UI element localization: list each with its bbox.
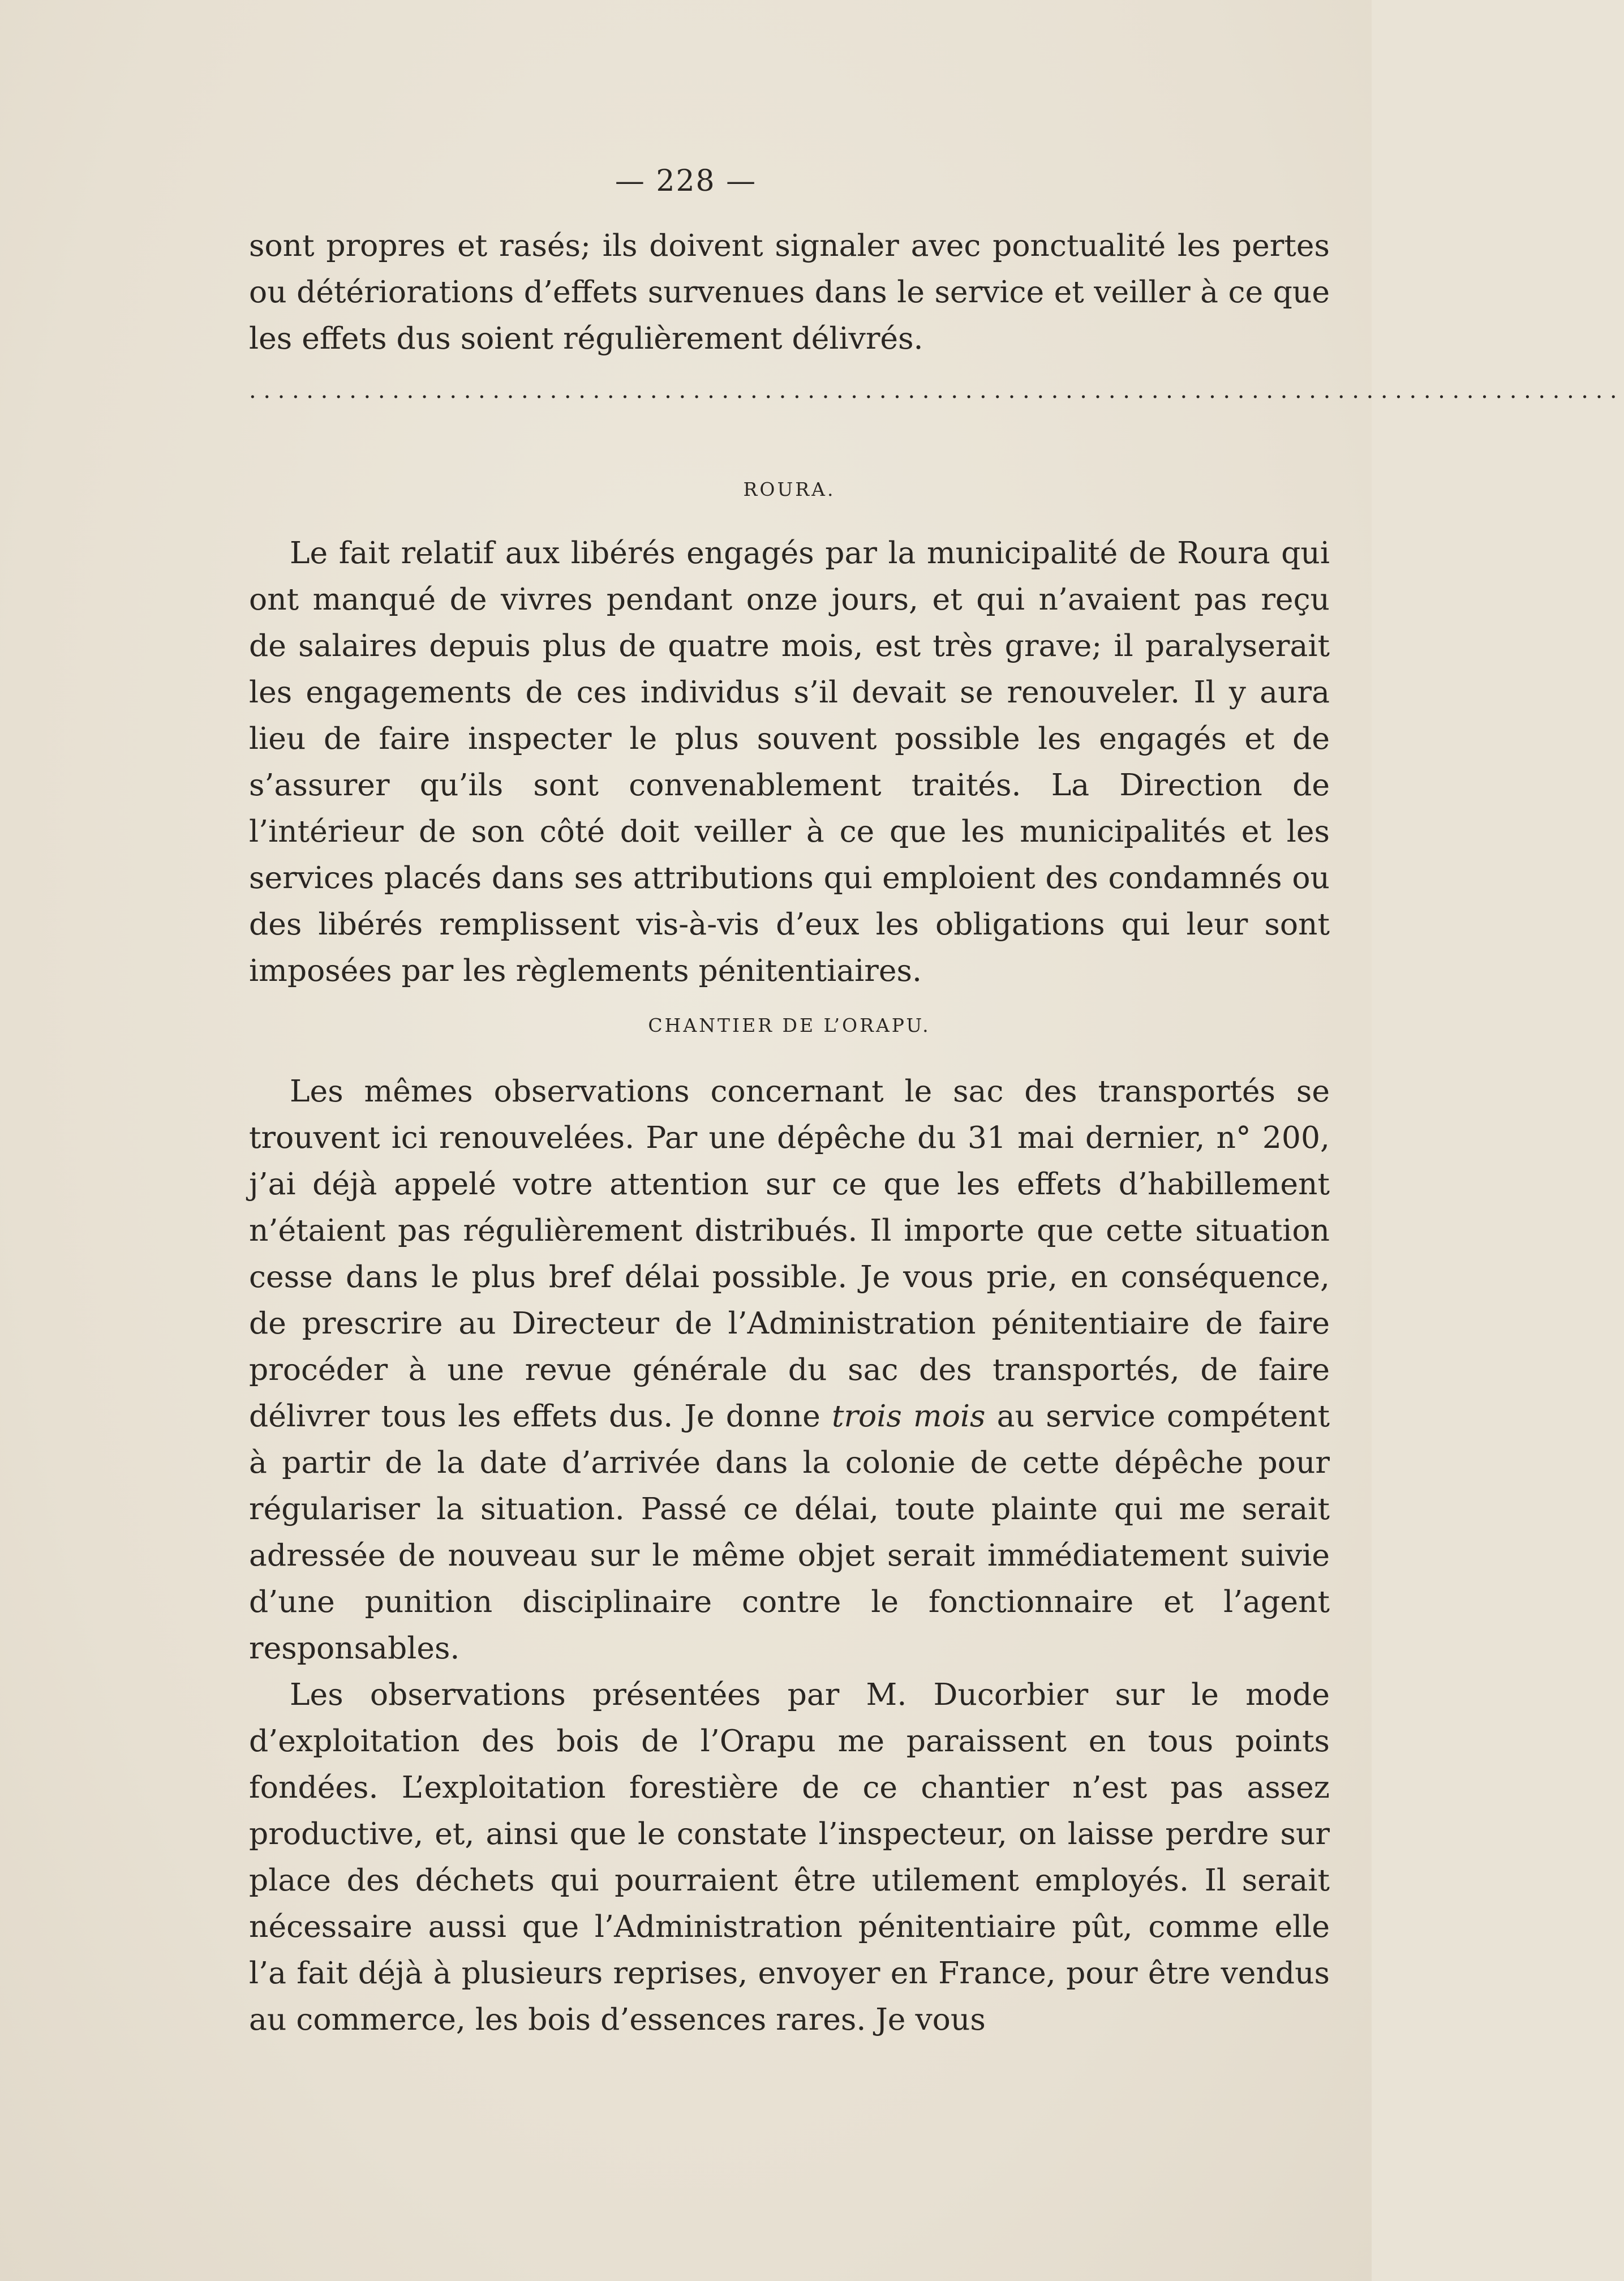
opening-paragraph: sont propres et rasés; ils doivent signaler avec ponctualité les pertes ou détériorations d’effets survenues dans le service et veiller à ce que les effets dus soient régulièrement délivrés. — [249, 228, 1330, 356]
orapu-paragraph-1 — [249, 1068, 1330, 1671]
orapu-paragraph-1-end: au service compétent à partir de la date d’arrivée dans la colonie de cette dépêche pour régulariser la situation. Passé ce délai, toute plainte qui me serait adressée de nouveau sur le même objet serait immédiatement suivie d’une punition disciplinaire contre le fonctionnaire et l’agent responsables. — [249, 1398, 1330, 1666]
roura-paragraph: Le fait relatif aux libérés engagés par la municipalité de Roura qui ont manqué de vivres pendant onze jours, et qui n’avaient pas reçu de salaires depuis plus de quatre mois, est très grave; il paralyserait les engagements de ces individus s’il devait se renouveler. Il y aura lieu de faire inspecter le plus souvent possible les engagés et de s’assurer qu’ils sont convenablement traités. La Direction de l’intérieur de son côté doit veiller à ce que les municipalités et les services placés dans ses attributions qui emploient des condamnés ou des libérés remplissent vis-à-vis d’eux les obligations qui leur sont imposées par les règlements pénitentiaires. — [249, 535, 1330, 988]
section-heading-roura: ROURA. — [743, 478, 836, 500]
orapu-text-block — [249, 1068, 1330, 2043]
dot-leader-separator: ................................................................................................ — [249, 378, 1624, 404]
emphasis-trois-mois: trois mois — [831, 1398, 986, 1434]
page-number: — 228 — — [615, 164, 757, 198]
orapu-paragraph-2: Les observations présentées par M. Ducorbier sur le mode d’exploitation des bois de l’Orapu me paraissent en tous points fondées. L’exploitation forestière de ce chantier n’est pas assez productive, et, ainsi que le constate l’inspecteur, on laisse perdre sur place des déchets qui pourraient être utilement employés. Il serait nécessaire aussi que l’Administration pénitentiaire pût, comme elle l’a fait déjà à plusieurs reprises, envoyer en France, pour être vendus au commerce, les bois d’essences rares. Je vous — [249, 1677, 1330, 2037]
orapu-paragraph-1-start: Les mêmes observations concernant le sac des transportés se trouvent ici renouvelées. Par une dépêche du 31 mai dernier, n° 200, j’ai déjà appelé votre attention sur ce que les effets d’habillement n’étaient pas régulièrement distribués. Il importe que cette situation cesse dans le plus bref délai possible. Je vous prie, en conséquence, de prescrire au Directeur de l’Administration pénitentiaire de faire procéder à une revue générale du sac des transportés, de faire délivrer tous les effets dus. Je donne — [249, 1073, 1330, 1434]
opening-paragraph-block — [249, 222, 1330, 362]
section-heading-orapu: CHANTIER DE L’ORAPU. — [648, 1014, 931, 1036]
roura-paragraph-block — [249, 530, 1330, 994]
